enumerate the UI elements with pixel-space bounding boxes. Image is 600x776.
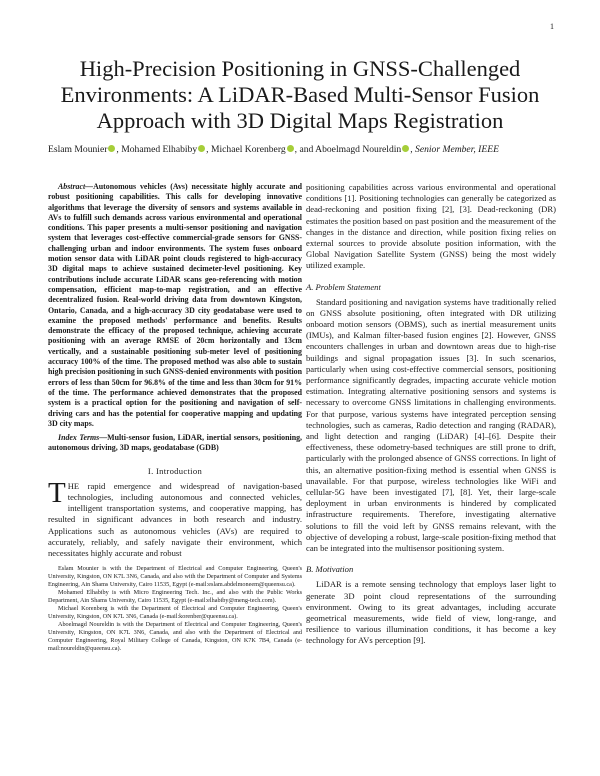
paper-title: High-Precision Positioning in GNSS-Challenged Environments: A LiDAR-Based Multi-Sensor Fusion Approach with 3D Digital Maps Registration — [60, 56, 540, 133]
continuation-paragraph: positioning capabilities across various environmental and operational conditions [1]. Positioning technologies can generally be categorized as dead-reckoning and position fixing [2], [3]. Dead-reckoning (DR) estimates the position based on past position and the measurement of the changes in the distance and direction, while position fixing relies on external sources to provide absolute position information, with the Global Navigation Satellite System (GNSS) being the most widely utilized example. — [306, 182, 556, 271]
motivation-paragraph: LiDAR is a remote sensing technology that employs laser light to generate 3D point cloud representations of the surrounding environment. Owing to its great advantages, including accurate geometrical measurements, wide field of view, long-range, and resilience to various illumination conditions, it has become a key technology for AVs perception [9]. — [306, 579, 556, 646]
footnote: Eslam Mounier is with the Department of Electrical and Computer Engineering, Queen's University, Kingston, ON K7L 3N6, Canada, and also with the Department of Computer and Systems Engineering, Ain Shams University, Cairo 11535, Egypt (e-mail:eslam.abdelmoneem@queensu.ca). — [48, 565, 302, 589]
author-line: Eslam Mounier , Mohamed Elhabiby , Michael Korenberg , and Aboelmagd Noureldin , Senior Member, IEEE — [48, 144, 499, 155]
drop-cap: T — [48, 476, 66, 509]
footnote: Aboelmagd Noureldin is with the Department of Electrical and Computer Engineering, Queen's University, Kingston, ON K7L 3N6, Canada, and also with the Department of Electrical and Computer Engineering, Royal Military College of Canada, Kingston, ON K7K 7B4, Canada (e-mail:noureldin@queensu.ca). — [48, 621, 302, 653]
abstract — [48, 182, 302, 454]
orcid-icon — [198, 145, 205, 152]
author-name: Mohamed Elhabiby — [121, 144, 198, 155]
section-heading: I. Introduction — [147, 465, 203, 476]
intro-text: HE rapid emergence and widespread of navigation-based technologies, including autonomous and connected vehicles, intelligent transportation systems, and cooperative mapping, has resulted in significant advances in both research and industry. Applications such as autonomous vehicles (AVs) are required to accurately, reliably, and safely navigate their environment, which necessitates highly accurate and robust — [48, 480, 302, 558]
abstract-text: Autonomous vehicles (Avs) necessitate highly accurate and robust positioning capabilities. This calls for developing innovative algorithms that leverage the diversity of sensors and systems available in AVs to fulfill such demands across various environmental and operational conditions. This paper presents a multi-sensor positioning and navigation system that leverages cost-effective commercial-grade sensors for GNSS-challenging urban and indoor environments. The system fuses onboard motion sensor data with LiDAR point clouds registered to high-accuracy 3D digital maps to achieve sustained decimeter-level positioning. Key contributions include accurate LiDAR scans geo-referencing with motion compensation, efficient map-to-map registration, and an effective decentralized fusion. Real-world driving data from downtown Kingston, Ontario, Canada, and a high-accuracy 3D city geodatabase were used to examine the proposed methods' performance and benefits. Results demonstrate the efficacy of the proposed technique, achieving accurate positioning with an average RMSE of 20cm horizontally and 13cm vertically, and a sustainable positioning sub-meter level of positioning accuracy 100% of the time. The proposed method was also able to sustain high precision positioning in such GNSS-denied environments with position errors of less than 50cm for 96.8% of the time and less than 30cm for 91% of the time. The performance achieved demonstrates that the proposed system is a practical option for the positioning and navigation of self-driving cars and has the potential for cooperative mapping and updating 3D city maps. — [48, 182, 302, 428]
orcid-icon — [402, 145, 409, 152]
footnote: Mohamed Elhabiby is with Micro Engineering Tech. Inc., and also with the Public Works Department, Ain Shams University, Cairo 11535, Egypt (e-mail:elhabiby@meng-tech.com). — [48, 589, 302, 605]
author-name: and Aboelmagd Noureldin — [299, 144, 402, 155]
subsection-heading: B. Motivation — [306, 564, 354, 575]
author-name: Michael Korenberg — [210, 144, 286, 155]
index-terms-label: Index Terms— — [58, 433, 108, 443]
abstract-label: Abstract— — [58, 182, 94, 191]
orcid-icon — [287, 145, 294, 152]
index-terms-text: Multi-sensor fusion, LiDAR, inertial sensors, positioning, autonomous driving, 3D maps, geodatabase (GDB) — [48, 433, 303, 453]
author-name: Eslam Mounier — [48, 144, 108, 155]
orcid-icon — [108, 145, 115, 152]
author-footnotes — [48, 565, 302, 653]
subsection-heading: A. Problem Statement — [306, 281, 381, 292]
problem-statement-paragraph: Standard positioning and navigation systems have traditionally relied on GNSS absolute positioning, often integrated with DR utilizing onboard motion sensors (OBMS), such as inertial measurement units (IMUs), and Kalman filter-based fusion engines [2]. However, GNSS encounters challenges in urban and downtown areas due to high-rise buildings and signal propagation issues [3]. In such scenarios, particularly when using cost-effective commercial sensors, positioning performance significantly degrades, impacting accurate vehicle motion estimation. Integrating alternative positioning sensors and systems is necessary to overcome GNSS limitations in challenging environments. For that purpose, various systems have integrated perception sensing technologies, such as cameras, Radio detection and ranging (RADAR), and light detection and ranging (LiDAR) [4]–[6]. Despite their effectiveness, these odometry-based techniques are still prone to drift, particularly with the prolonged absence of GNSS corrections. In light of this, an alternative position-fixing method is essential when GNSS is unavailable. For that purpose, wireless technologies like WiFi and cellular-5G have been investigated [7], [8]. Yet, their large-scale deployment in urban environments is hindered by complicated infrastructure requirements. Therefore, investigating alternative solutions to fill the void left by GNSS remains relevant, with the objective of developing a robust, large-scale position-fixing method that can be integrated into the multisensor positioning system. — [306, 296, 556, 554]
intro-paragraph — [48, 476, 302, 559]
author-membership: Senior Member, IEEE — [415, 144, 499, 155]
footnote: Michael Korenberg is with the Department of Electrical and Computer Engineering, Queen's University, Kingston, ON K7L 3N6, Canada (e-mail:korenber@queensu.ca). — [48, 605, 302, 621]
right-column — [306, 182, 556, 647]
page-number: 1 — [550, 22, 554, 31]
left-column — [48, 182, 302, 653]
